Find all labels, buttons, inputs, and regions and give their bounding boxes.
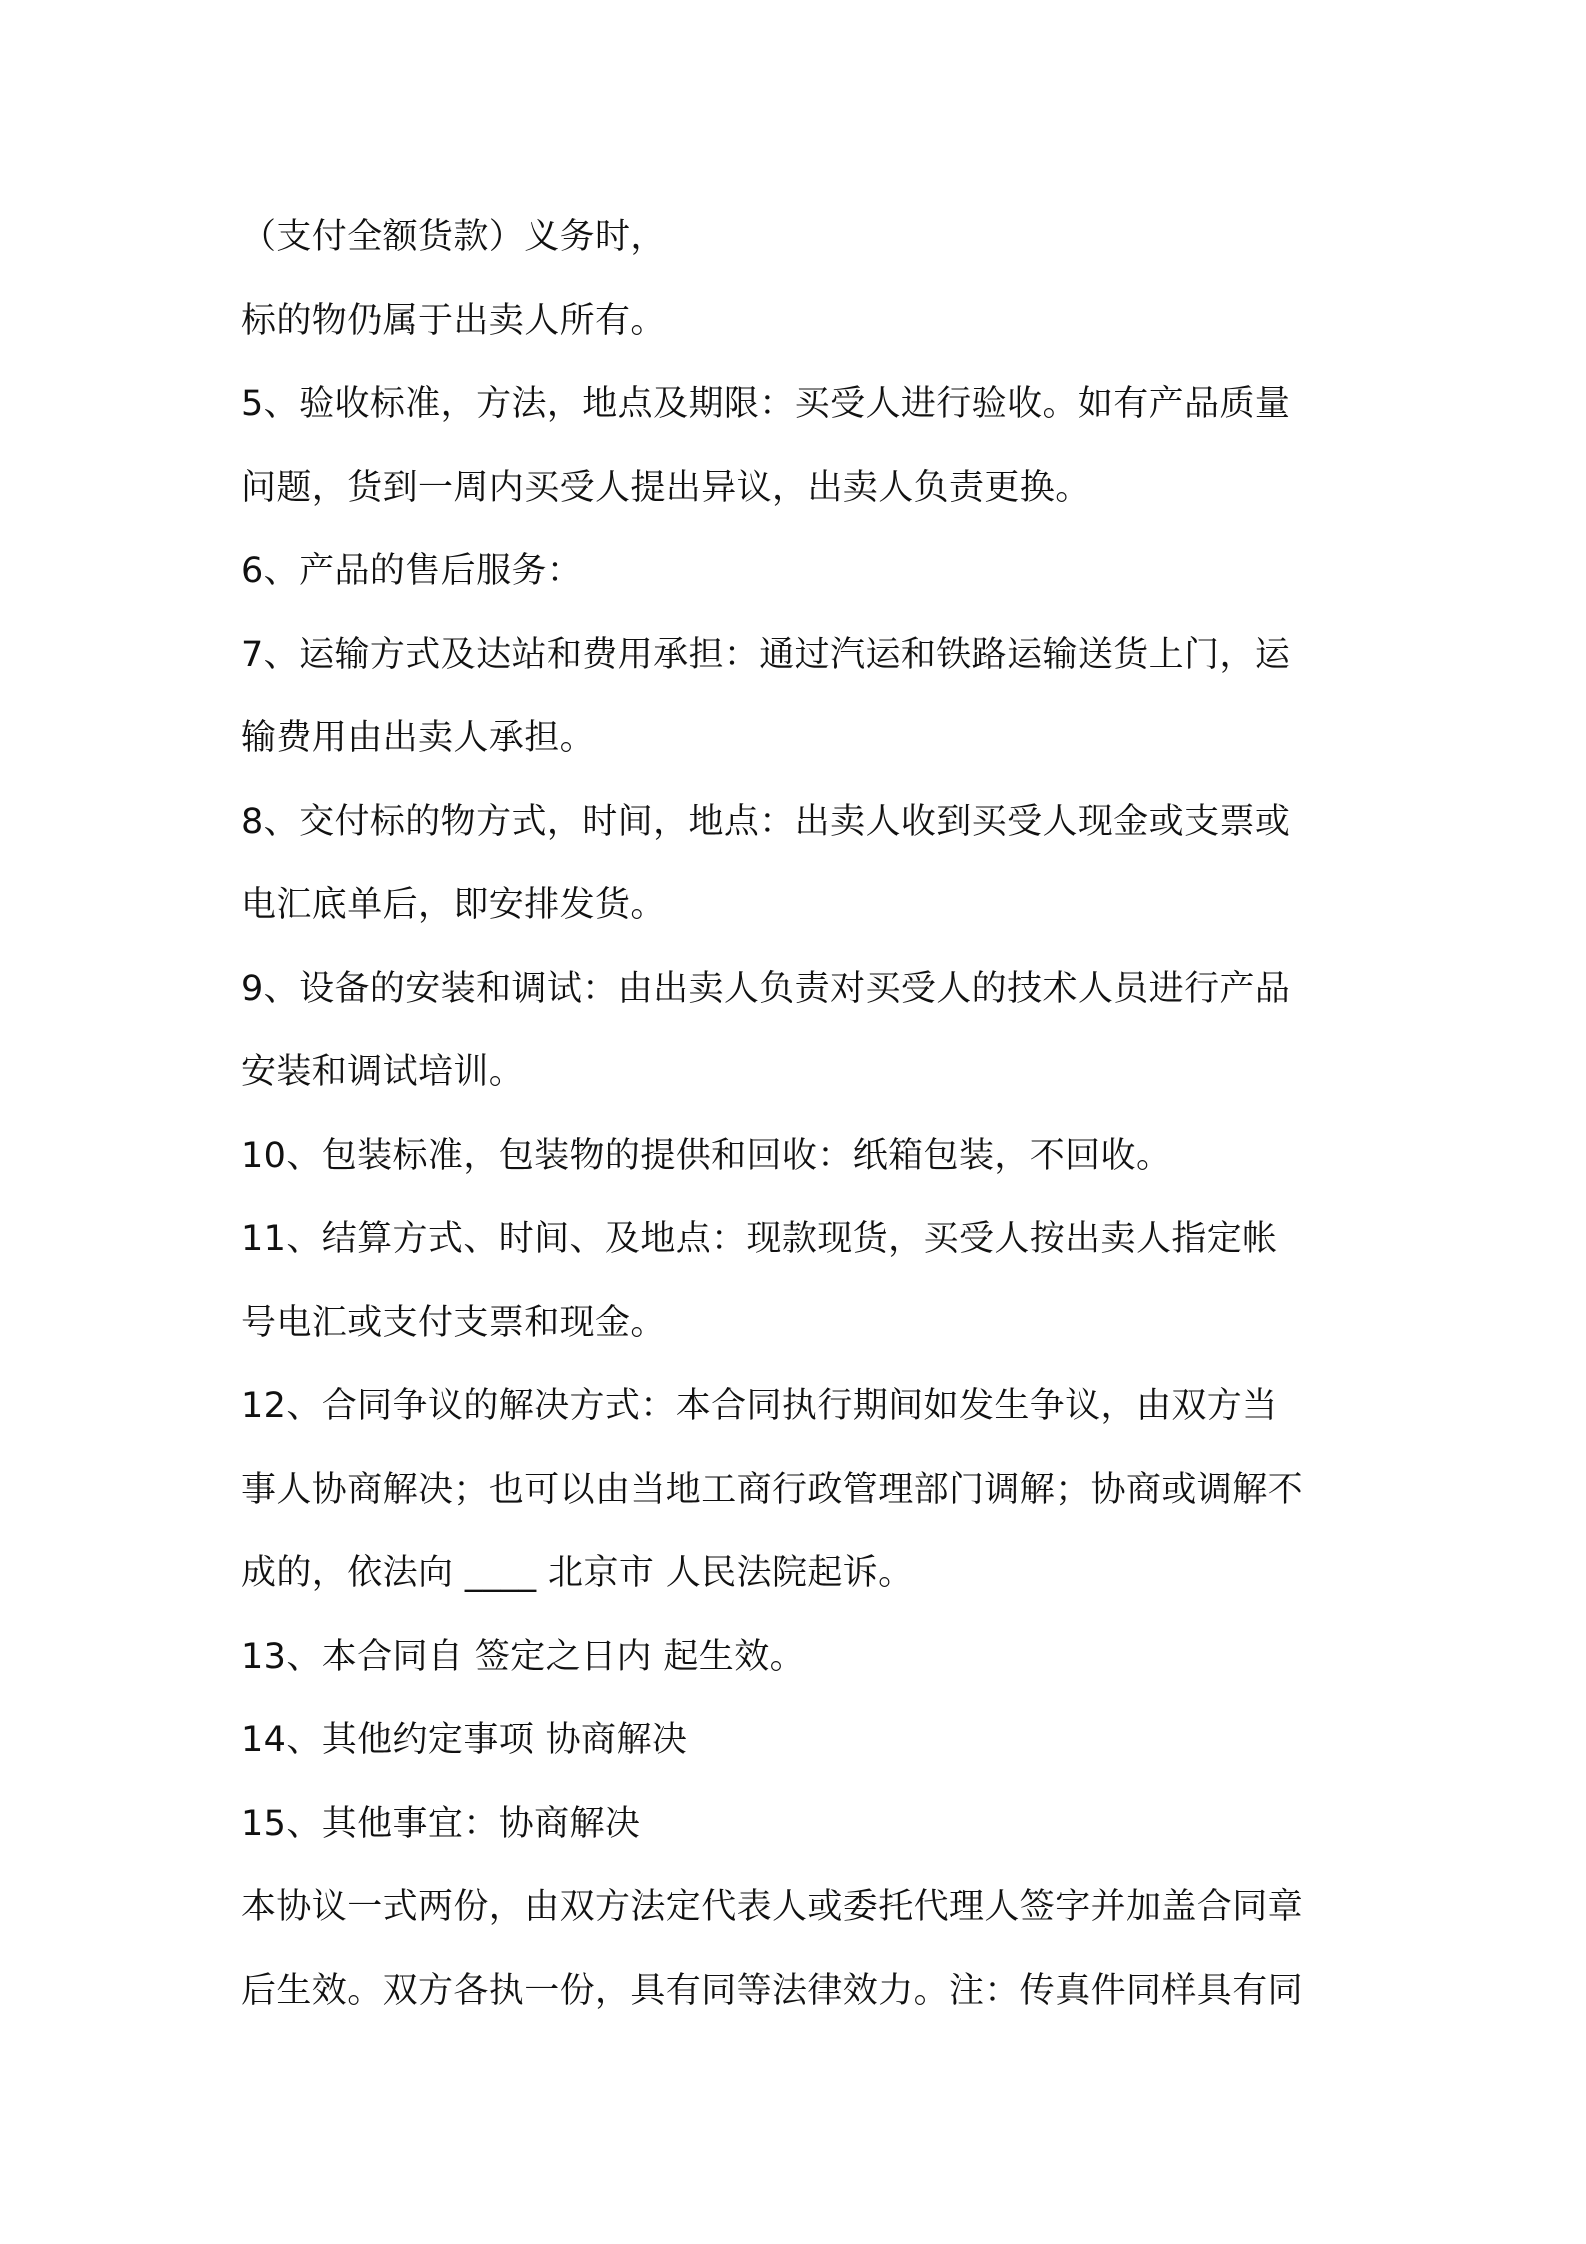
text-line: 8、交付标的物方式，时间，地点：出卖人收到买受人现金或支票或 — [241, 801, 1291, 842]
text-line: 14、其他约定事项 协商解决 — [241, 1720, 688, 1760]
text-line: 本协议一式两份，由双方法定代表人或委托代理人签字并加盖合同章 — [241, 1887, 1304, 1927]
text-line: 11、结算方式、时间、及地点：现款现货，买受人按出卖人指定帐 — [241, 1219, 1278, 1259]
text-line: 13、本合同自 签定之日内 起生效。 — [241, 1636, 805, 1677]
text-line: 7、运输方式及达站和费用承担：通过汽运和铁路运输送货上门，运 — [241, 634, 1291, 675]
text-line: 问题，货到一周内买受人提出异议，出卖人负责更换。 — [241, 467, 1091, 508]
text-line: 5、验收标准，方法，地点及期限：买受人进行验收。如有产品质量 — [241, 384, 1291, 424]
text-line: 事人协商解决；也可以由当地工商行政管理部门调解；协商或调解不 — [241, 1469, 1304, 1510]
text-line: 安装和调试培训。 — [241, 1052, 525, 1092]
text-line: 12、合同争议的解决方式：本合同执行期间如发生争议，由双方当 — [241, 1386, 1278, 1426]
text-line: 6、产品的售后服务： — [241, 551, 583, 591]
text-line: 成的，依法向 ____ 北京市 人民法院起诉。 — [241, 1553, 914, 1593]
document-body — [241, 196, 1361, 2033]
text-line: （支付全额货款）义务时， — [241, 217, 666, 257]
text-line: 号电汇或支付支票和现金。 — [241, 1302, 666, 1343]
text-line: 10、包装标准，包装物的提供和回收：纸箱包装，不回收。 — [241, 1135, 1172, 1176]
text-line: 9、设备的安装和调试：由出卖人负责对买受人的技术人员进行产品 — [241, 968, 1291, 1009]
text-line: 15、其他事宜：协商解决 — [241, 1803, 641, 1844]
text-line: 电汇底单后，即安排发货。 — [241, 885, 666, 925]
text-line: 后生效。双方各执一份，具有同等法律效力。注：传真件同样具有同 — [241, 1970, 1304, 2011]
text-line: 标的物仍属于出卖人所有。 — [241, 300, 666, 341]
text-line: 输费用由出卖人承担。 — [241, 718, 596, 758]
